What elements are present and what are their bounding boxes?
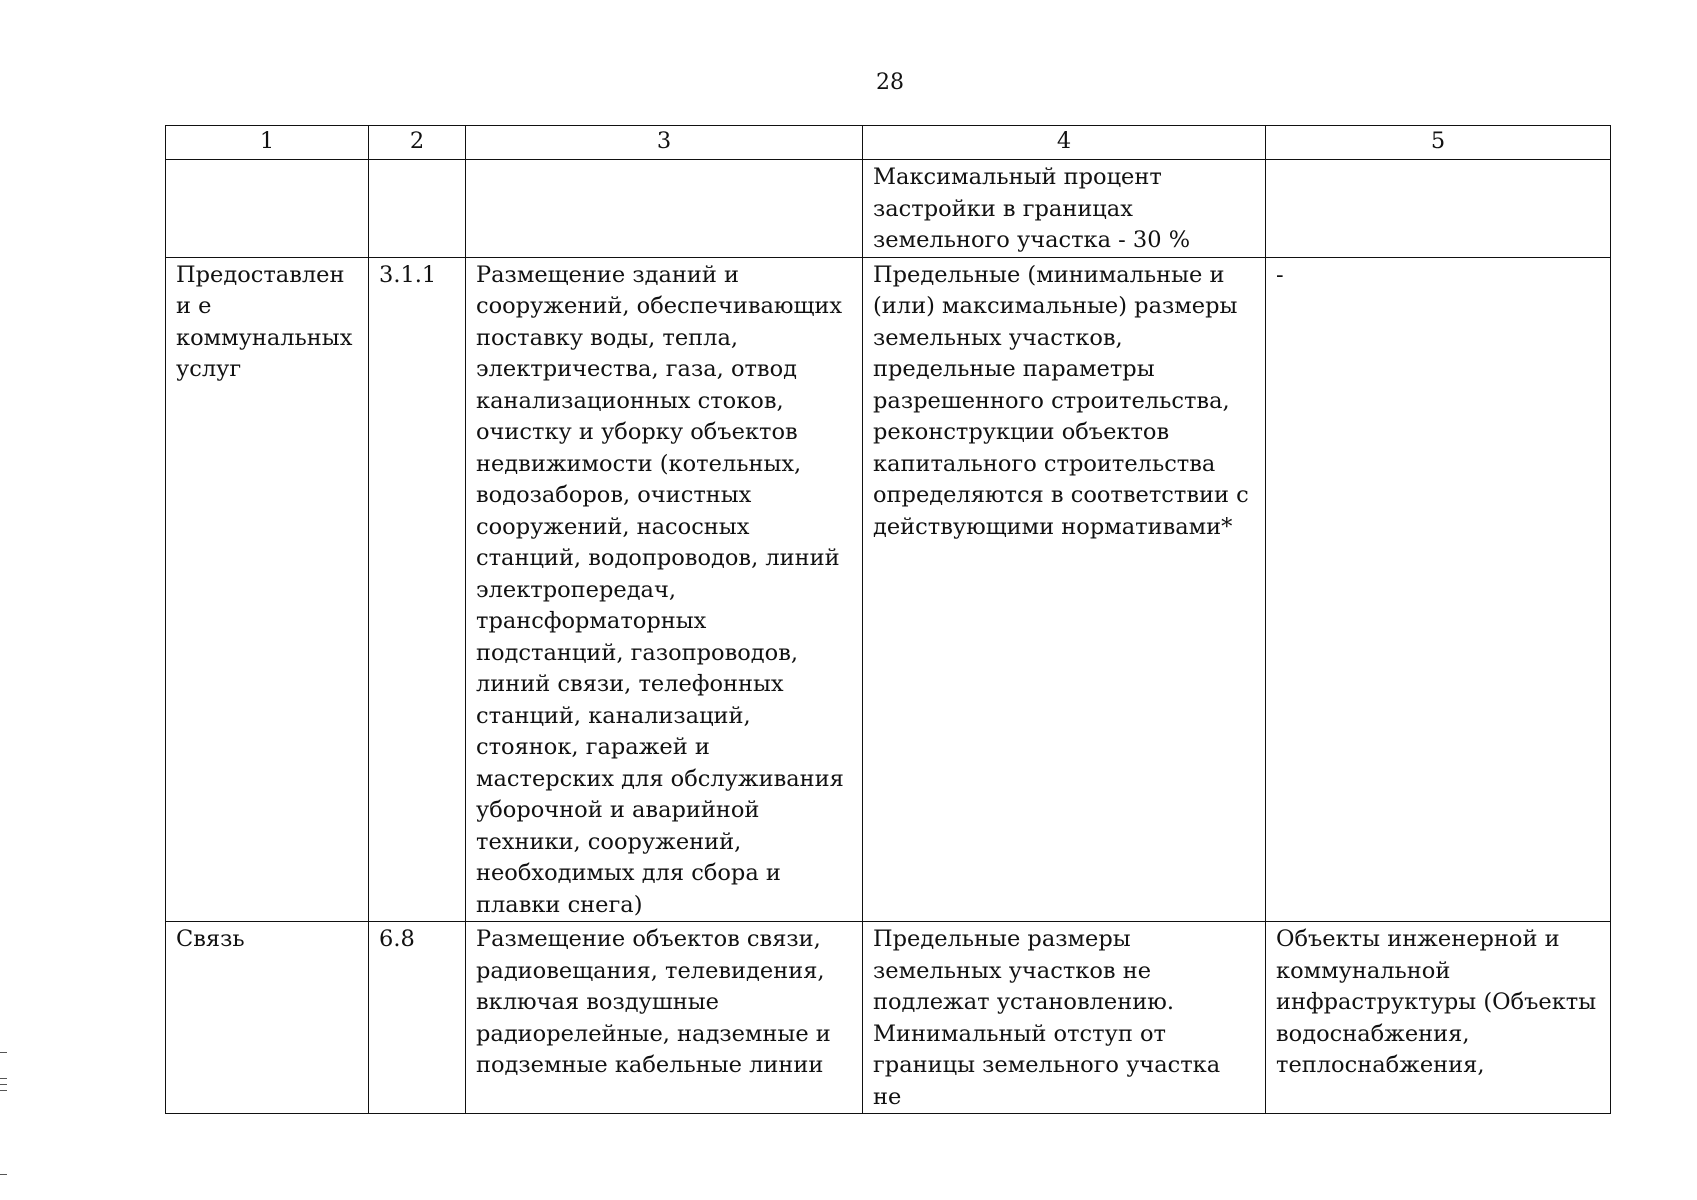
description-cell <box>466 160 863 258</box>
parameters-cell: Предельные размеры земельных участков не подлежат установлению. Минимальный отступ от границы земельного участка не <box>863 922 1266 1114</box>
scan-margin-mark <box>0 1084 7 1085</box>
auxiliary-cell: - <box>1266 257 1611 922</box>
header-cell-2: 2 <box>369 126 466 160</box>
table-header-row <box>166 126 1611 160</box>
auxiliary-cell: Объекты инженерной и коммунальной инфраструктуры (Объекты водоснабжения, теплоснабжения, <box>1266 922 1611 1114</box>
scan-margin-mark <box>0 1052 7 1053</box>
code-cell <box>369 160 466 258</box>
regulations-table <box>165 125 1611 1114</box>
scan-margin-mark <box>0 1174 7 1175</box>
code-cell: 6.8 <box>369 922 466 1114</box>
header-cell-3: 3 <box>466 126 863 160</box>
auxiliary-cell <box>1266 160 1611 258</box>
code-cell: 3.1.1 <box>369 257 466 922</box>
table-row <box>166 160 1611 258</box>
scan-margin-mark <box>0 1090 7 1091</box>
use-type-cell <box>166 160 369 258</box>
table-row <box>166 257 1611 922</box>
header-cell-5: 5 <box>1266 126 1611 160</box>
parameters-cell: Предельные (минимальные и (или) максимальные) размеры земельных участков, предельные параметры разрешенного строительства, реконструкции объектов капитального строительства определяются в соответствии с действующими нормативами* <box>863 257 1266 922</box>
use-type-cell: Предоставлени е коммунальных услуг <box>166 257 369 922</box>
description-cell: Размещение зданий и сооружений, обеспечивающих поставку воды, тепла, электричества, газа, отвод канализационных стоков, очистку и уборку объектов недвижимости (котельных, водозаборов, очистных сооружений, насосных станций, водопроводов, линий электропередач, трансформаторных подстанций, газопроводов, линий связи, телефонных станций, канализаций, стоянок, гаражей и мастерских для обслуживания уборочной и аварийной техники, сооружений, необходимых для сбора и плавки снега) <box>466 257 863 922</box>
use-type-cell: Связь <box>166 922 369 1114</box>
header-cell-4: 4 <box>863 126 1266 160</box>
parameters-cell: Максимальный процент застройки в границах земельного участка - 30 % <box>863 160 1266 258</box>
scan-margin-mark <box>0 1078 7 1079</box>
page-number: 28 <box>876 70 904 95</box>
table-row <box>166 922 1611 1114</box>
header-cell-1: 1 <box>166 126 369 160</box>
description-cell: Размещение объектов связи, радиовещания, телевидения, включая воздушные радиорелейные, надземные и подземные кабельные линии <box>466 922 863 1114</box>
